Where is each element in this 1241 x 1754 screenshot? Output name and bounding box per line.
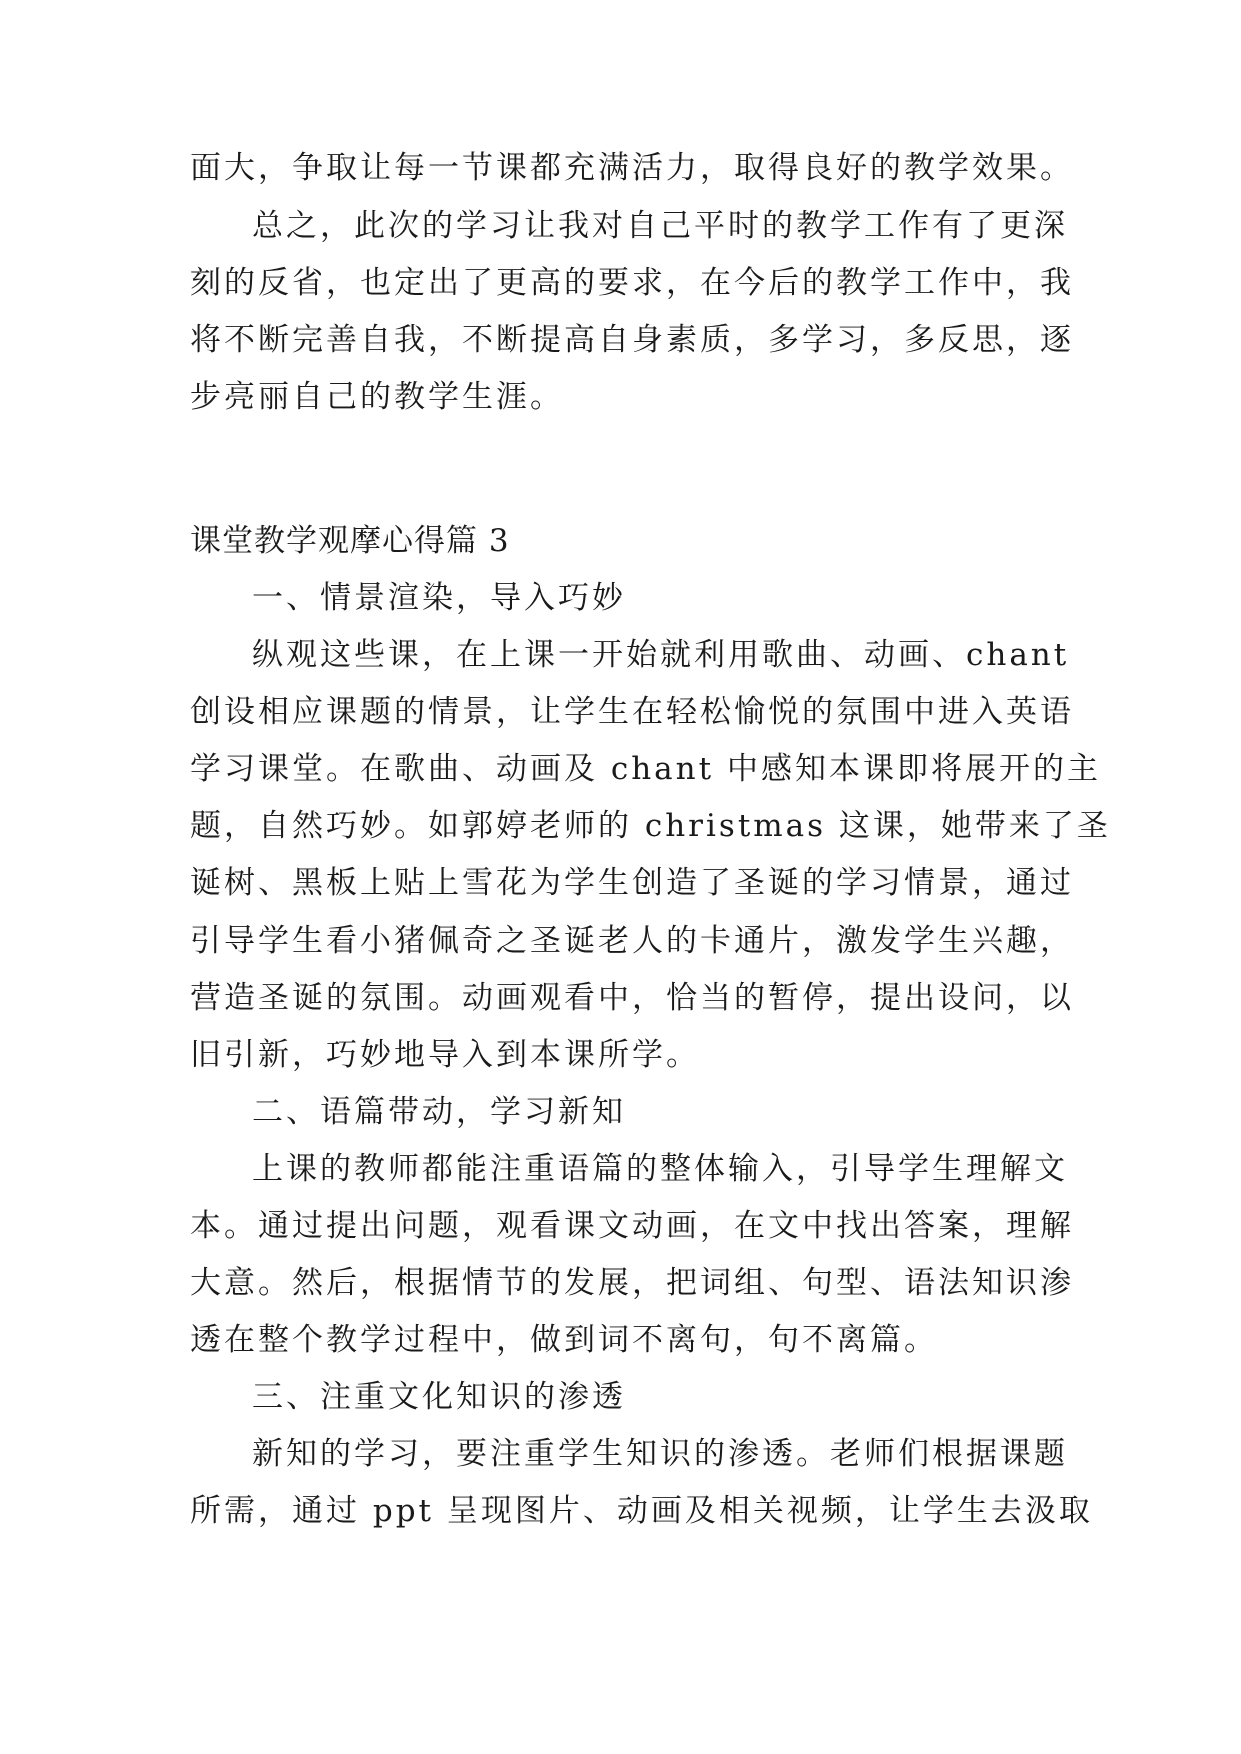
paragraph-line: 所需，通过 ppt 呈现图片、动画及相关视频，让学生去汲取: [190, 1493, 1093, 1529]
subheading: 三、注重文化知识的渗透: [252, 1379, 626, 1415]
paragraph-line: 旧引新，巧妙地导入到本课所学。: [190, 1037, 700, 1073]
paragraph-line: 刻的反省，也定出了更高的要求，在今后的教学工作中，我: [190, 265, 1074, 301]
paragraph-line: 面大，争取让每一节课都充满活力，取得良好的教学效果。: [190, 150, 1074, 186]
paragraph-line: 引导学生看小猪佩奇之圣诞老人的卡通片，激发学生兴趣，: [190, 923, 1074, 959]
paragraph-line: 创设相应课题的情景，让学生在轻松愉悦的氛围中进入英语: [190, 694, 1074, 730]
paragraph-line: 学习课堂。在歌曲、动画及 chant 中感知本课即将展开的主: [190, 751, 1101, 787]
paragraph-line: 大意。然后，根据情节的发展，把词组、句型、语法知识渗: [190, 1265, 1074, 1301]
paragraph-line: 步亮丽自己的教学生涯。: [190, 379, 564, 415]
paragraph-line: 诞树、黑板上贴上雪花为学生创造了圣诞的学习情景，通过: [190, 865, 1074, 901]
paragraph-line: 本。通过提出问题，观看课文动画，在文中找出答案，理解: [190, 1208, 1074, 1244]
paragraph-first-line: 上课的教师都能注重语篇的整体输入，引导学生理解文: [252, 1151, 1068, 1187]
paragraph-line: 营造圣诞的氛围。动画观看中，恰当的暂停，提出设问，以: [190, 980, 1074, 1016]
paragraph-line: 题，自然巧妙。如郭婷老师的 christmas 这课，她带来了圣: [190, 808, 1111, 844]
subheading: 一、情景渲染，导入巧妙: [252, 580, 626, 616]
paragraph-first-line: 新知的学习，要注重学生知识的渗透。老师们根据课题: [252, 1436, 1068, 1472]
section-title: 课堂教学观摩心得篇 3: [190, 523, 510, 559]
paragraph-line: 将不断完善自我，不断提高自身素质，多学习，多反思，逐: [190, 322, 1074, 358]
paragraph-first-line: 总之，此次的学习让我对自己平时的教学工作有了更深: [252, 208, 1068, 244]
subheading: 二、语篇带动，学习新知: [252, 1094, 626, 1130]
paragraph-line: 透在整个教学过程中，做到词不离句，句不离篇。: [190, 1322, 938, 1358]
paragraph-first-line: 纵观这些课，在上课一开始就利用歌曲、动画、chant: [252, 637, 1070, 673]
